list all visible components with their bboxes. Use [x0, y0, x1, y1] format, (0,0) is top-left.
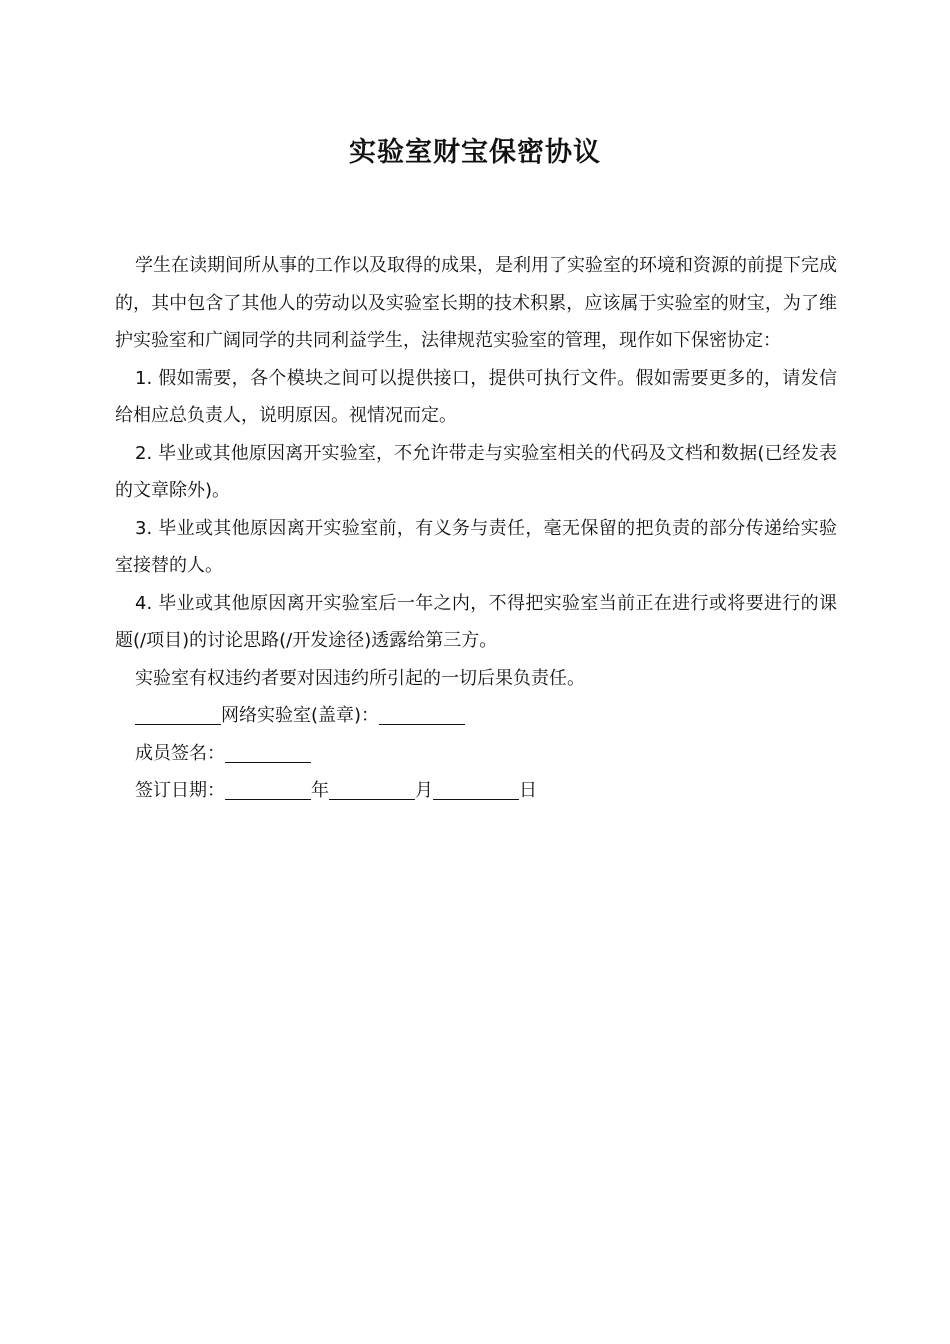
day-label: 日 — [519, 780, 537, 801]
year-blank[interactable] — [225, 777, 311, 800]
month-label: 月 — [415, 780, 433, 801]
sign-date-line — [115, 772, 837, 810]
document-title: 实验室财宝保密协议 — [349, 137, 601, 168]
lab-seal-label: 网络实验室(盖章)： — [221, 705, 380, 726]
sign-date-label: 签订日期： — [135, 780, 225, 801]
clause-2: 2. 毕业或其他原因离开实验室，不允许带走与实验室相关的代码及文档和数据(已经发表的文章除外)。 — [115, 442, 837, 501]
liability-statement: 实验室有权违约者要对因违约所引起的一切后果负责任。 — [135, 667, 585, 689]
clause-4: 4. 毕业或其他原因离开实验室后一年之内，不得把实验室当前正在进行或将要进行的课题(/项目)的讨论思路(/开发途径)透露给第三方。 — [115, 592, 837, 651]
year-label: 年 — [311, 780, 329, 801]
lab-name-blank[interactable] — [135, 702, 221, 725]
intro-paragraph: 学生在读期间所从事的工作以及取得的成果，是利用了实验室的环境和资源的前提下完成的，其中包含了其他人的劳动以及实验室长期的技术积累，应该属于实验室的财宝，为了维护实验室和广阔同学的共同利益学生，法律规范实验室的管理，现作如下保密协定： — [115, 255, 837, 351]
document-body — [115, 247, 837, 810]
member-signature-blank[interactable] — [225, 740, 311, 763]
month-blank[interactable] — [329, 777, 415, 800]
member-signature-label: 成员签名： — [135, 742, 225, 764]
clause-1: 1. 假如需要，各个模块之间可以提供接口，提供可执行文件。假如需要更多的，请发信给相应总负责人，说明原因。视情况而定。 — [115, 367, 837, 426]
member-signature-line — [115, 735, 837, 773]
lab-seal-blank[interactable] — [379, 702, 465, 725]
clause-3: 3. 毕业或其他原因离开实验室前，有义务与责任，毫无保留的把负责的部分传递给实验室接替的人。 — [115, 517, 837, 576]
day-blank[interactable] — [433, 777, 519, 800]
lab-seal-line — [115, 697, 837, 735]
